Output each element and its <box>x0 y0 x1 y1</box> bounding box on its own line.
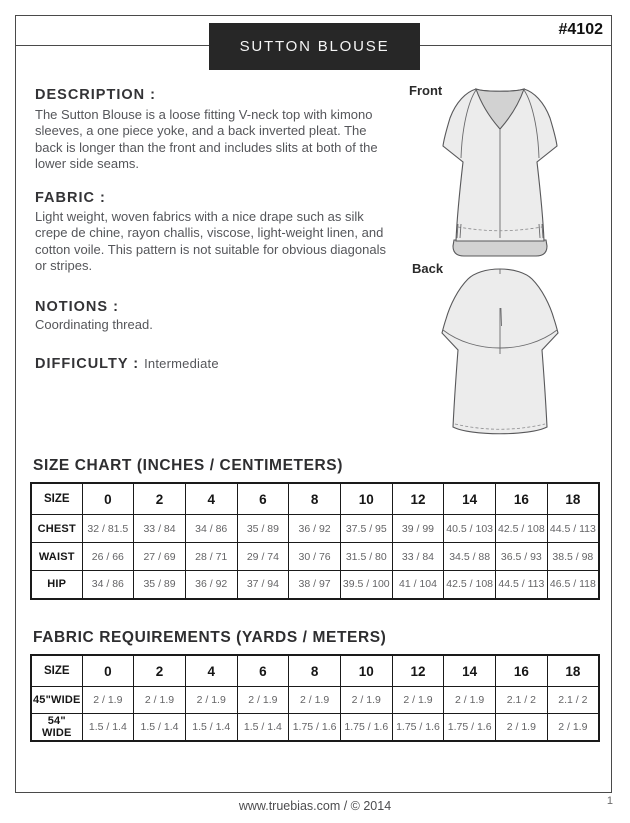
page-number: 1 <box>606 795 613 807</box>
size-column-header: 10 <box>340 655 392 687</box>
table-cell: 36.5 / 93 <box>496 543 548 571</box>
table-cell: 37.5 / 95 <box>340 515 392 543</box>
table-cell: 2.1 / 2 <box>547 687 599 714</box>
title-box <box>209 23 420 70</box>
row-label: 54" WIDE <box>31 714 82 741</box>
front-blouse-illustration <box>430 86 570 260</box>
table-cell: 26 / 66 <box>82 543 134 571</box>
size-column-header: 10 <box>340 483 392 515</box>
size-column-header: 0 <box>82 655 134 687</box>
table-cell: 28 / 71 <box>185 543 237 571</box>
difficulty-value: Intermediate <box>144 356 219 371</box>
size-column-header: 8 <box>289 655 341 687</box>
difficulty-label: DIFFICULTY : <box>35 356 140 372</box>
footer-text: www.truebias.com / © 2014 <box>238 799 392 813</box>
table-cell: 1.75 / 1.6 <box>444 714 496 741</box>
table-cell: 1.75 / 1.6 <box>289 714 341 741</box>
table-cell: 44.5 / 113 <box>547 515 599 543</box>
table-cell: 1.5 / 1.4 <box>185 714 237 741</box>
table-row <box>31 571 599 599</box>
table-cell: 37 / 94 <box>237 571 289 599</box>
table-row <box>31 687 599 714</box>
table-cell: 2 / 1.9 <box>134 687 186 714</box>
table-cell: 32 / 81.5 <box>82 515 134 543</box>
table-cell: 2 / 1.9 <box>185 687 237 714</box>
table-cell: 2 / 1.9 <box>547 714 599 741</box>
table-cell: 33 / 84 <box>134 515 186 543</box>
row-label: 45"WIDE <box>31 687 82 714</box>
table-row <box>31 543 599 571</box>
table-cell: 1.5 / 1.4 <box>134 714 186 741</box>
notions-text: Coordinating thread. <box>35 317 153 332</box>
fabric-requirements-table <box>30 654 600 742</box>
description-heading: DESCRIPTION : <box>35 87 156 103</box>
front-hem-band <box>453 240 547 256</box>
page-title: SUTTON BLOUSE <box>239 38 390 55</box>
table-cell: 38.5 / 98 <box>547 543 599 571</box>
size-chart-table <box>30 482 600 600</box>
table-cell: 38 / 97 <box>289 571 341 599</box>
size-column-header: 4 <box>185 483 237 515</box>
table-cell: 29 / 74 <box>237 543 289 571</box>
size-column-header: 4 <box>185 655 237 687</box>
row-label: CHEST <box>31 515 82 543</box>
table-cell: 36 / 92 <box>185 571 237 599</box>
size-column-header: 2 <box>134 655 186 687</box>
table-cell: 1.75 / 1.6 <box>340 714 392 741</box>
table-row <box>31 714 599 741</box>
description-text: The Sutton Blouse is a loose fitting V-neck top with kimono sleeves, a one piece yoke, and a back inverted pleat. The back is longer than the front and includes slits at both of the lower side seams. <box>35 107 378 172</box>
fabric-requirements-title: FABRIC REQUIREMENTS (YARDS / METERS) <box>33 629 387 646</box>
table-cell: 36 / 92 <box>289 515 341 543</box>
table-row <box>31 515 599 543</box>
table-corner-header: SIZE <box>31 483 82 515</box>
size-column-header: 16 <box>496 655 548 687</box>
size-column-header: 6 <box>237 655 289 687</box>
size-column-header: 18 <box>547 655 599 687</box>
table-cell: 1.5 / 1.4 <box>82 714 134 741</box>
table-cell: 35 / 89 <box>237 515 289 543</box>
table-cell: 2 / 1.9 <box>82 687 134 714</box>
table-cell: 33 / 84 <box>392 543 444 571</box>
table-cell: 2 / 1.9 <box>444 687 496 714</box>
table-cell: 35 / 89 <box>134 571 186 599</box>
pattern-number: #4102 <box>558 21 603 38</box>
row-label: WAIST <box>31 543 82 571</box>
table-cell: 2 / 1.9 <box>237 687 289 714</box>
table-cell: 39 / 99 <box>392 515 444 543</box>
size-column-header: 18 <box>547 483 599 515</box>
table-cell: 2 / 1.9 <box>392 687 444 714</box>
size-column-header: 14 <box>444 483 496 515</box>
table-cell: 42.5 / 108 <box>496 515 548 543</box>
notions-heading: NOTIONS : <box>35 299 119 315</box>
front-label: Front <box>409 83 443 98</box>
table-cell: 2 / 1.9 <box>340 687 392 714</box>
size-column-header: 16 <box>496 483 548 515</box>
table-cell: 27 / 69 <box>134 543 186 571</box>
table-cell: 44.5 / 113 <box>496 571 548 599</box>
back-blouse-illustration <box>430 266 570 442</box>
back-label: Back <box>412 261 444 276</box>
table-cell: 41 / 104 <box>392 571 444 599</box>
fabric-text: Light weight, woven fabrics with a nice drape such as silk crepe de chine, rayon challis, viscose, light-weight linen, and cotton voile. This pattern is not suitable for obvious diagonals or stripes. <box>35 209 386 274</box>
table-cell: 34 / 86 <box>82 571 134 599</box>
table-cell: 1.5 / 1.4 <box>237 714 289 741</box>
size-column-header: 8 <box>289 483 341 515</box>
size-column-header: 2 <box>134 483 186 515</box>
size-chart-title: SIZE CHART (INCHES / CENTIMETERS) <box>33 457 344 474</box>
table-corner-header: SIZE <box>31 655 82 687</box>
difficulty-heading <box>35 356 219 372</box>
table-cell: 40.5 / 103 <box>444 515 496 543</box>
row-label: HIP <box>31 571 82 599</box>
fabric-heading: FABRIC : <box>35 190 106 206</box>
table-cell: 34.5 / 88 <box>444 543 496 571</box>
table-cell: 2 / 1.9 <box>289 687 341 714</box>
table-cell: 34 / 86 <box>185 515 237 543</box>
table-cell: 42.5 / 108 <box>444 571 496 599</box>
size-column-header: 6 <box>237 483 289 515</box>
table-cell: 46.5 / 118 <box>547 571 599 599</box>
size-column-header: 14 <box>444 655 496 687</box>
table-cell: 31.5 / 80 <box>340 543 392 571</box>
table-cell: 2.1 / 2 <box>496 687 548 714</box>
size-column-header: 0 <box>82 483 134 515</box>
size-column-header: 12 <box>392 655 444 687</box>
size-column-header: 12 <box>392 483 444 515</box>
table-cell: 30 / 76 <box>289 543 341 571</box>
table-cell: 39.5 / 100 <box>340 571 392 599</box>
table-cell: 1.75 / 1.6 <box>392 714 444 741</box>
table-cell: 2 / 1.9 <box>496 714 548 741</box>
